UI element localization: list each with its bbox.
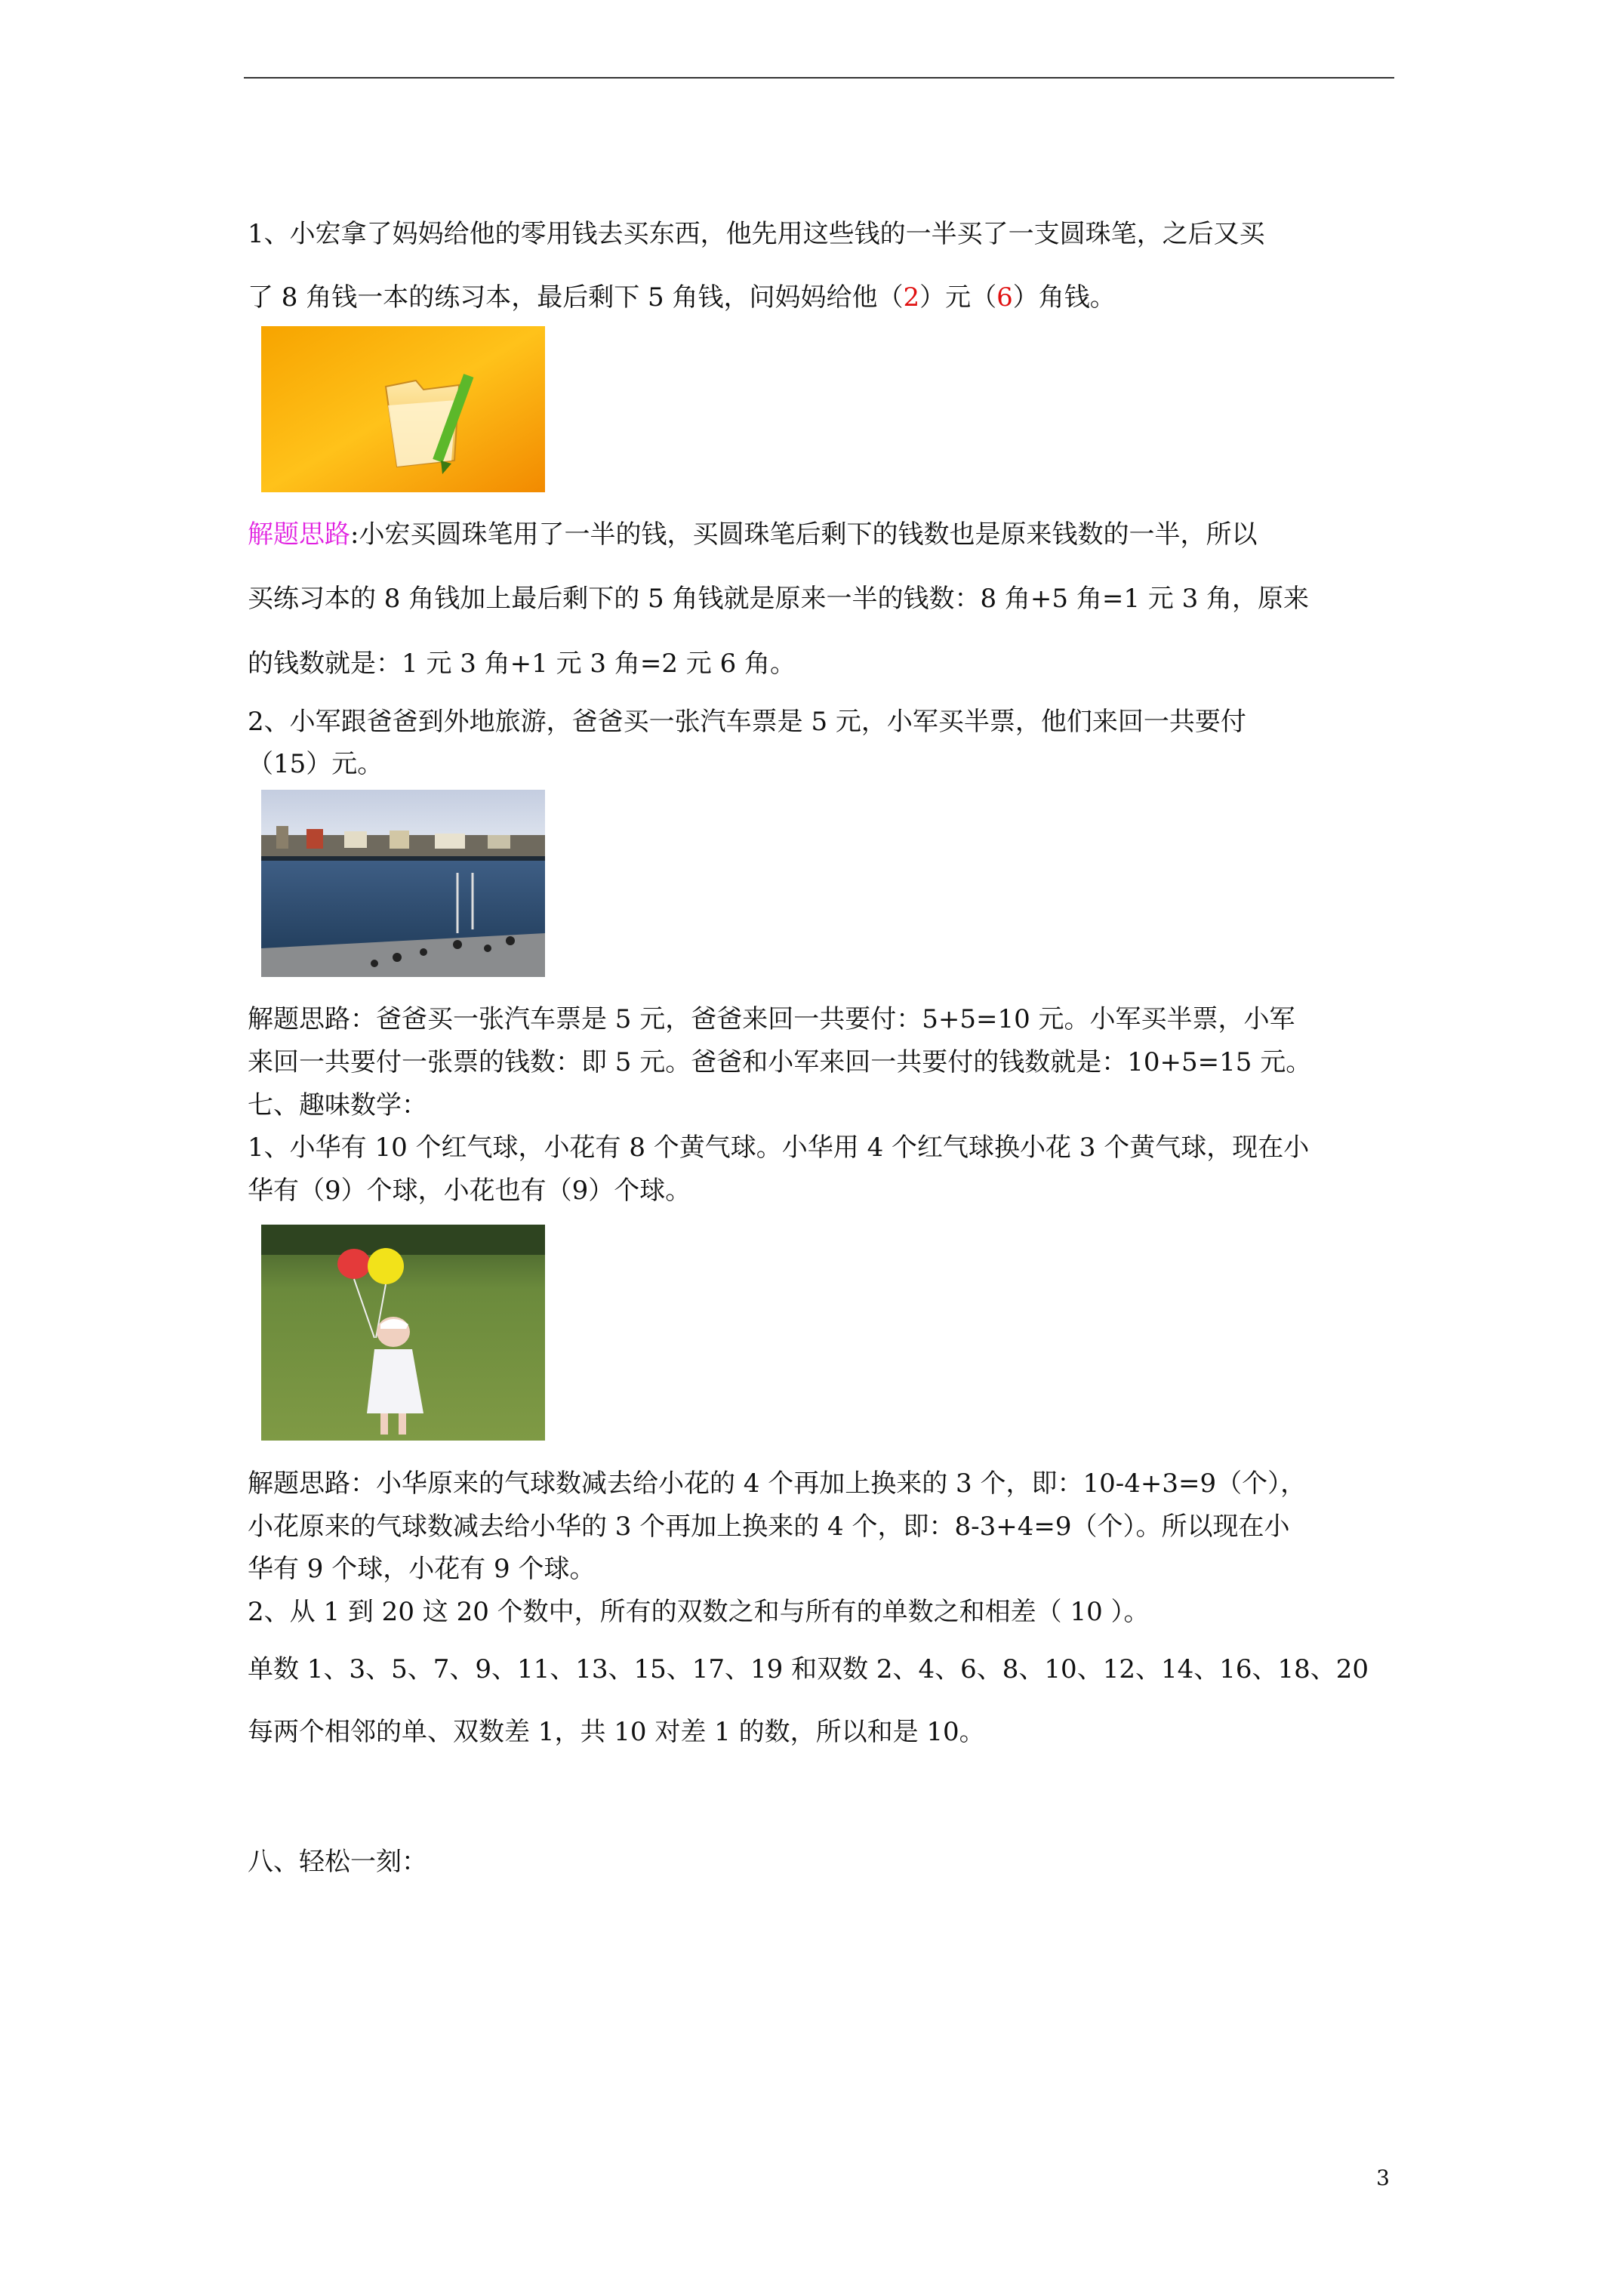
question-1-line-2: 了 8 角钱一本的练习本，最后剩下 5 角钱，问妈妈给他（2）元（6）角钱。 [248,282,1116,313]
answer-jiao: 6 [996,282,1013,313]
folder-pencil-image [261,326,545,492]
question-2-line-1: 2、小军跟爸爸到外地旅游，爸爸买一张汽车票是 5 元，小军买半票，他们来回一共要付 [248,707,1246,737]
solution-1-line-3: 的钱数就是：1 元 3 角+1 元 3 角=2 元 6 角。 [248,649,796,679]
page-number: 3 [1376,2165,1390,2190]
question-2-line-2: （15）元。 [248,749,383,779]
solution-1-line-1: 解题思路:小宏买圆珠笔用了一半的钱，买圆珠笔后剩下的钱数也是原来钱数的一半，所以 [248,519,1258,550]
girl-balloons-photo [261,1225,545,1441]
header-rule [244,77,1394,79]
solution-3-line-2: 小花原来的气球数减去给小华的 3 个再加上换来的 4 个，即：8-3+4=9（个）。所以现在小 [248,1512,1290,1542]
solution-1-line-2: 买练习本的 8 角钱加上最后剩下的 5 角钱就是原来一半的钱数：8 角+5 角=1 元 3 角，原来 [248,584,1310,614]
question-4-line-3: 每两个相邻的单、双数差 1，共 10 对差 1 的数，所以和是 10。 [248,1717,985,1747]
solution-2-line-1: 解题思路：爸爸买一张汽车票是 5 元，爸爸来回一共要付：5+5=10 元。小军买半票，小军 [248,1004,1295,1034]
question-3-line-1: 1、小华有 10 个红气球，小花有 8 个黄气球。小华用 4 个红气球换小花 3 个黄气球，现在小 [248,1133,1310,1163]
section-8-heading: 八、轻松一刻： [248,1847,427,1877]
question-3-line-2: 华有（9）个球，小花也有（9）个球。 [248,1176,691,1206]
question-1-line-1: 1、小宏拿了妈妈给他的零用钱去买东西，他先用这些钱的一半买了一支圆珠笔，之后又买 [248,219,1265,249]
question-4-line-1: 2、从 1 到 20 这 20 个数中，所有的双数之和与所有的单数之和相差（ 10 ）。 [248,1597,1150,1627]
lake-town-photo [261,790,545,977]
section-7-heading: 七、趣味数学： [248,1090,427,1120]
question-4-line-2: 单数 1、3、5、7、9、11、13、15、17、19 和双数 2、4、6、8、10、12、14、16、18、20 [248,1654,1369,1684]
solution-3-line-3: 华有 9 个球，小花有 9 个球。 [248,1554,596,1584]
solution-3-line-1: 解题思路：小华原来的气球数减去给小花的 4 个再加上换来的 3 个，即：10-4+3=9（个）， [248,1469,1307,1499]
solution-label: 解题思路 [248,519,350,550]
solution-2-line-2: 来回一共要付一张票的钱数：即 5 元。爸爸和小军来回一共要付的钱数就是：10+5=15 元。 [248,1047,1312,1077]
answer-yuan: 2 [903,282,920,313]
